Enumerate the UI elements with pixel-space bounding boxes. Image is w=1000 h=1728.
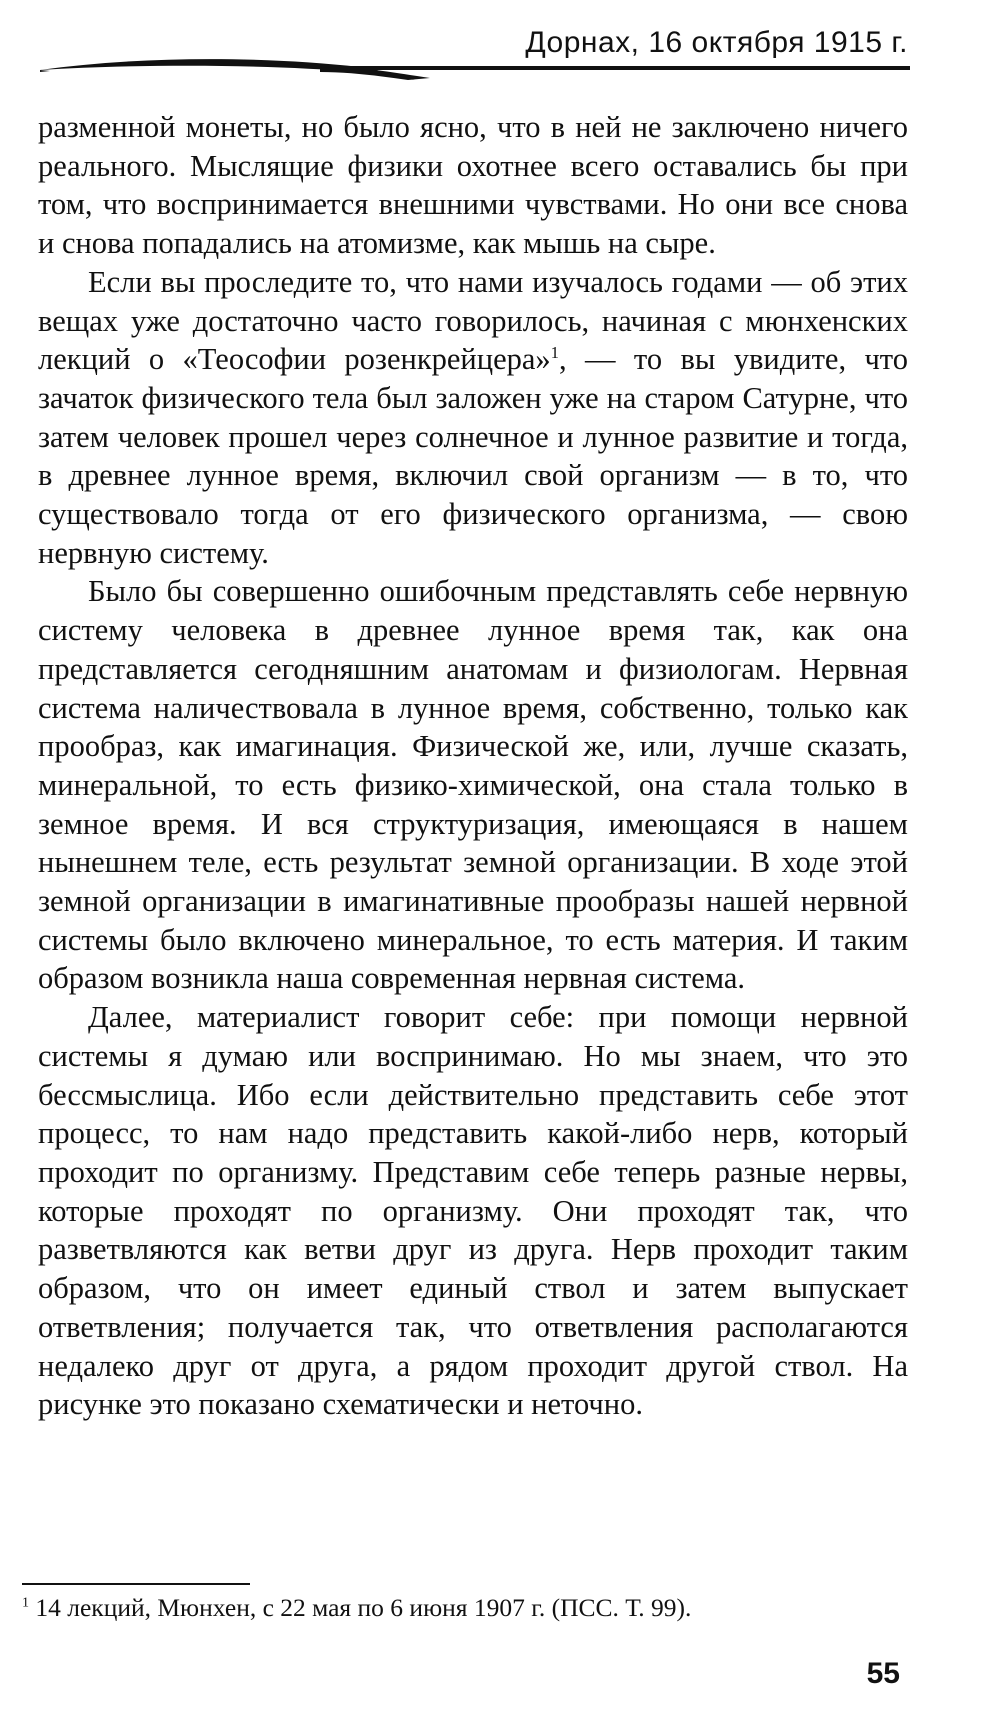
footnote-separator [22,1583,250,1585]
page-number: 55 [866,1657,900,1690]
paragraph-2-continuation: , — то вы увидите, что зачаток физического тела был заложен уже на старом Сатурне, что затем человек прошел через солнечное и лунное развитие и тогда, в древнее лунное время, включил свой организм — в то, что существовало тогда от его физического организма, — свою нервную систему. [38,342,908,570]
footnote [22,1592,902,1624]
header-rule-ornament [30,58,910,98]
paragraph-2 [38,263,908,573]
paragraph-4: Далее, материалист говорит себе: при помощи нервной системы я думаю или воспринимаю. Но мы знаем, что это бессмыслица. Ибо если действительно представить себе этот процесс, то нам надо представить какой-либо нерв, который проходит по организму. Представим себе теперь разные нервы, которые проходят по организму. Они проходят так, что разветвляются как ветви друг из друга. Нерв проходит таким образом, что он имеет единый ствол и затем выпускает ответвления; получается так, что ответвления располагаются недалеко друг от друга, а рядом проходит другой ствол. На рисунке это показано схематически и неточно. [38,1000,908,1422]
paragraph-1: разменной монеты, но было ясно, что в ней не заключено ничего реального. Мыслящие физики охотнее всего оставались бы при том, что воспринимается внешними чувствами. Но они все снова и снова попадались на атомизме, как мышь на сыре. [38,110,908,261]
running-head: Дорнах, 16 октября 1915 г. [525,26,908,59]
body-text [38,108,908,1424]
paragraph-3: Было бы совершенно ошибочным представлять себе нервную систему человека в древнее лунное время так, как она представляется сегодняшним анатомам и физиологам. Нервная система наличествовала в лунное время, собственно, только как прообраз, как имагинация. Физической же, или, лучше сказать, минеральной, то есть физико-химической, она стала только в земное время. И вся структуризация, имеющаяся в нашем нынешнем теле, есть результат земной организации. В ходе этой земной организации в имагинативные прообразы нашей нервной системы было включено минеральное, то есть материя. И таким образом возникла наша современная нервная система. [38,574,908,996]
footnote-marker: 1 [22,1595,30,1611]
footnote-text: 14 лекций, Мюнхен, с 22 мая по 6 июня 1907 г. (ПСС. Т. 99). [29,1593,692,1622]
paragraph-2-text: Если вы проследите то, что нами изучалось годами — об этих вещах уже достаточно часто говорилось, начиная с мюнхенских лекций о «Теософии розенкрейцера» [38,264,908,377]
footnote-reference: 1 [550,343,560,363]
